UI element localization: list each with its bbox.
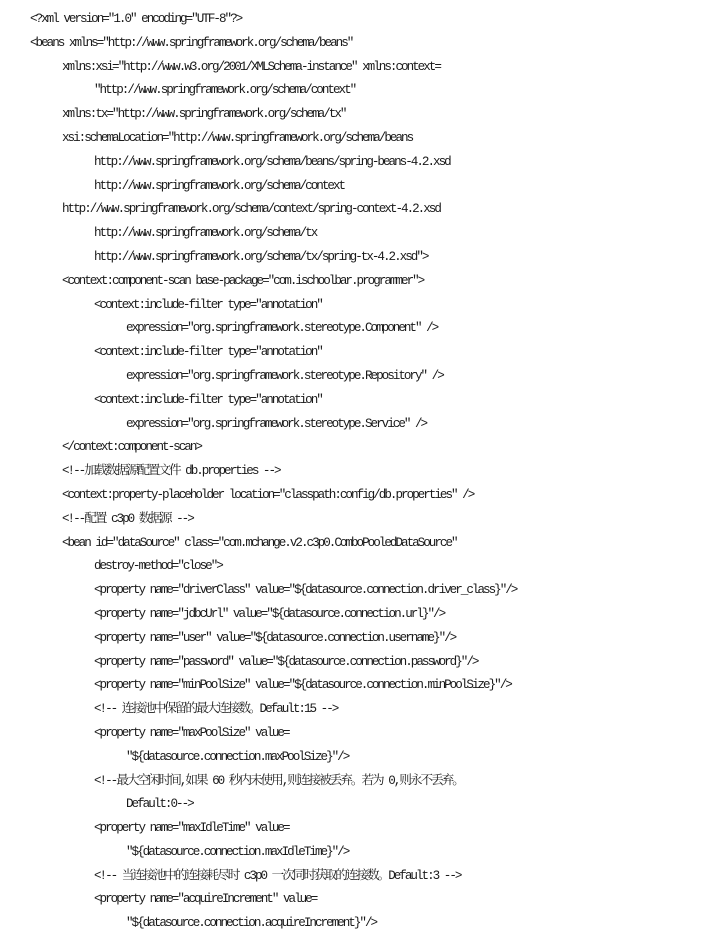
code-line: Default:0--> xyxy=(126,797,193,812)
code-line: http://www.springframework.org/schema/context xyxy=(94,178,345,193)
code-line: xmlns:xsi="http://www.w3.org/2001/XMLSchema-instance" xmlns:context= xyxy=(62,59,440,74)
code-line: destroy-method="close"> xyxy=(94,559,222,574)
code-line: <?xml version="1.0" encoding="UTF-8"?> xyxy=(30,12,242,26)
code-line: <!--最大空闲时间,如果 60 秒内未使用,则连接被丢弃。若为 0,则永不丢弃。 xyxy=(94,773,463,788)
code-line: <beans xmlns="http://www.springframework.org/schema/beans" xyxy=(30,35,353,50)
code-line: <property name="maxPoolSize" value= xyxy=(94,725,289,740)
code-line: xmlns:tx="http://www.springframework.org/schema/tx" xyxy=(62,107,346,122)
code-line: <property name="maxIdleTime" value= xyxy=(94,821,289,836)
code-line: "http://www.springframework.org/schema/context" xyxy=(94,83,356,98)
code-line: "${datasource.connection.maxPoolSize}"/> xyxy=(126,749,349,764)
code-line: <!--加载数据源配置文件 db.properties --> xyxy=(62,464,280,479)
code-line: expression="org.springframework.stereotype.Repository" /> xyxy=(126,368,443,383)
code-line: <context:include-filter type="annotation" xyxy=(94,345,322,360)
code-line: xsi:schemaLocation="http://www.springframework.org/schema/beans xyxy=(62,130,413,145)
xml-code-listing xyxy=(0,8,704,936)
code-line: <context:component-scan base-package="com.ischoolbar.programmer"> xyxy=(62,273,424,288)
code-line: <property name="acquireIncrement" value= xyxy=(94,892,317,907)
code-line: <property name="driverClass" value="${datasource.connection.driver_class}"/> xyxy=(94,583,517,598)
code-line: <!-- 当连接池中的连接耗尽时 c3p0 一次同时获取的连接数。Default:3 --> xyxy=(94,868,461,883)
code-line: <property name="user" value="${datasource.connection.username}"/> xyxy=(94,630,456,645)
code-line: <context:property-placeholder location="classpath:config/db.properties" /> xyxy=(62,487,474,502)
code-line: http://www.springframework.org/schema/tx/spring-tx-4.2.xsd"> xyxy=(94,249,428,264)
code-line: <!-- 连接池中保留的最大连接数。Default:15 --> xyxy=(94,702,338,717)
code-line: http://www.springframework.org/schema/context/spring-context-4.2.xsd xyxy=(62,202,440,217)
code-line: <property name="minPoolSize" value="${datasource.connection.minPoolSize}"/> xyxy=(94,678,511,693)
code-line: </context:component-scan> xyxy=(62,440,201,455)
code-line: <property name="jdbcUrl" value="${datasource.connection.url}"/> xyxy=(94,606,445,621)
code-line: <property name="password" value="${datasource.connection.password}"/> xyxy=(94,654,478,669)
code-line: http://www.springframework.org/schema/tx xyxy=(94,226,317,241)
code-line: <context:include-filter type="annotation" xyxy=(94,297,322,312)
code-line: "${datasource.connection.acquireIncrement}"/> xyxy=(126,916,377,931)
code-line: <context:include-filter type="annotation" xyxy=(94,392,322,407)
code-line: <bean id="dataSource" class="com.mchange.v2.c3p0.ComboPooledDataSource" xyxy=(62,535,457,550)
code-line: http://www.springframework.org/schema/beans/spring-beans-4.2.xsd xyxy=(94,154,450,169)
code-line: "${datasource.connection.maxIdleTime}"/> xyxy=(126,844,349,859)
code-line: expression="org.springframework.stereotype.Component" /> xyxy=(126,321,438,336)
code-line: expression="org.springframework.stereotype.Service" /> xyxy=(126,416,427,431)
code-line: <!--配置 c3p0 数据源 --> xyxy=(62,511,193,526)
